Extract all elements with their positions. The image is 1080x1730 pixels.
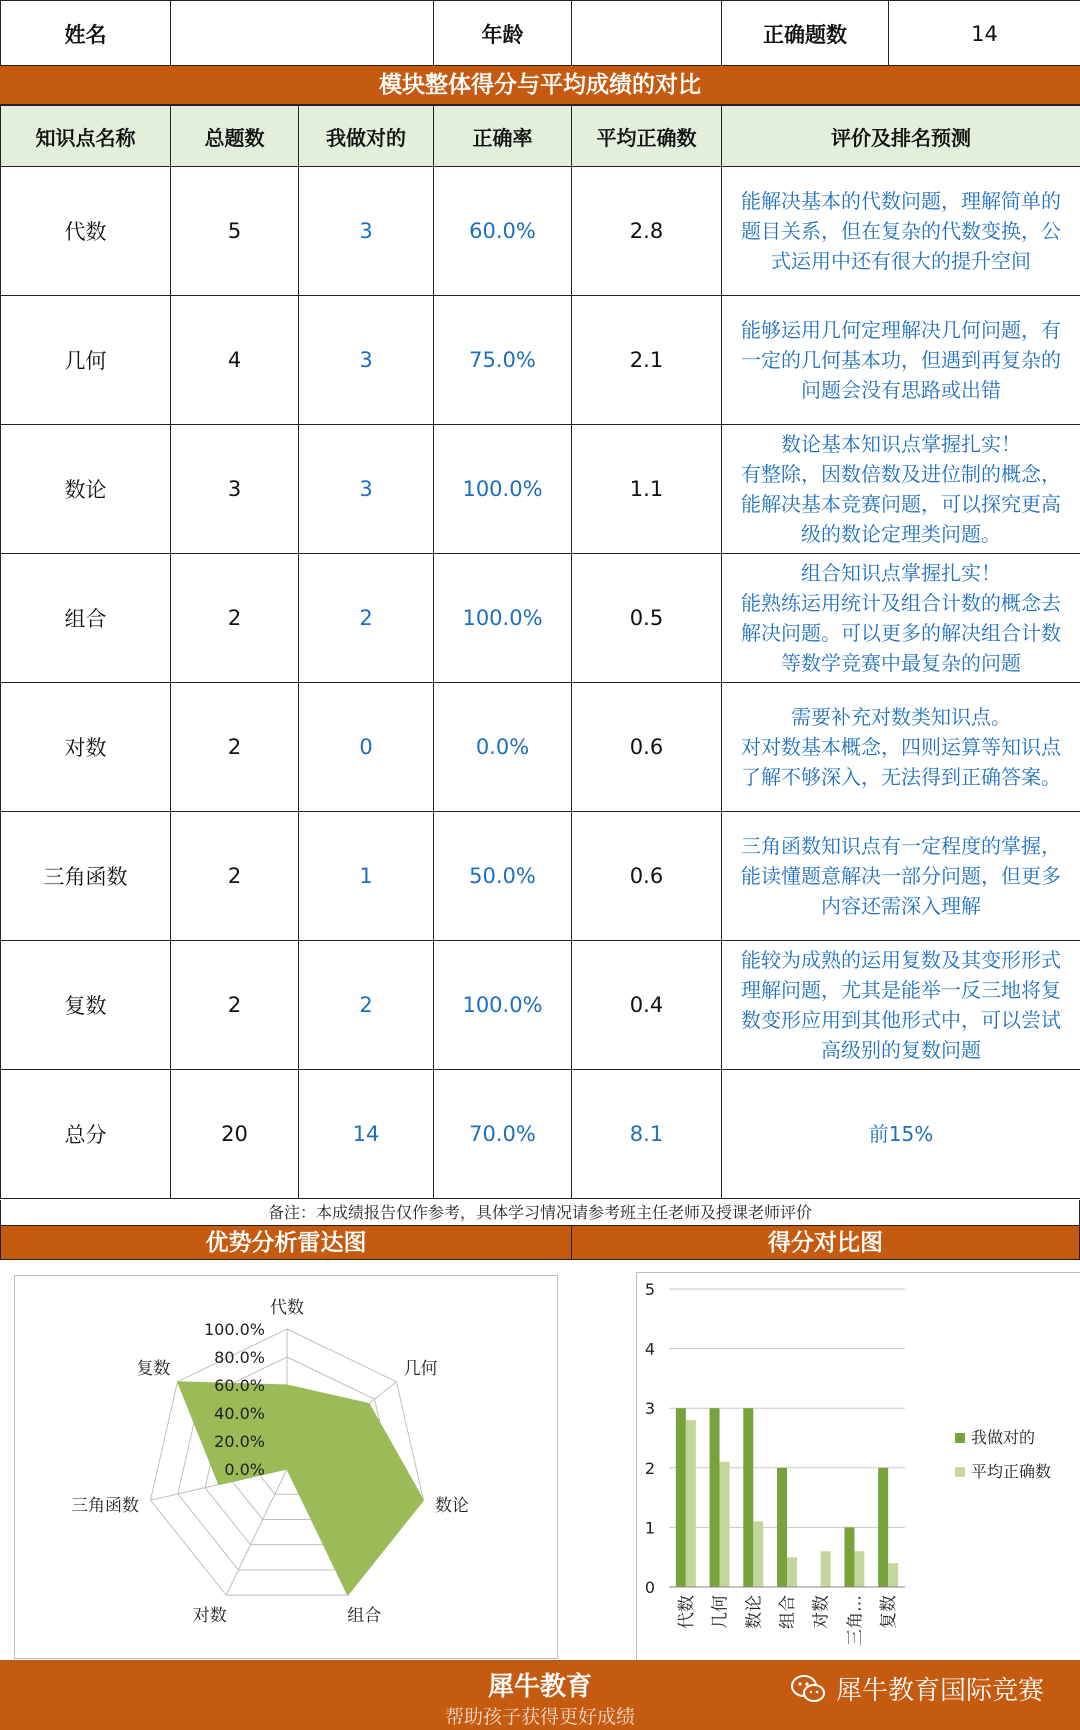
cell-eval: 数论基本知识点掌握扎实！ 有整除，因数倍数及进位制的概念，能解决基本竞赛问题，可以探究更高级的数论定理类问题。: [722, 425, 1080, 554]
bar-0-5: [844, 1527, 854, 1587]
table-row: [1, 683, 1080, 812]
radar-tick-label: 60.0%: [214, 1376, 265, 1395]
bar-x-tick-label: 几何: [710, 1595, 731, 1629]
cell-rate: 100.0%: [434, 941, 572, 1070]
header-mine: 我做对的: [299, 106, 434, 167]
student-info-row: [1, 1, 1080, 67]
bar-x-tick-label: 数论: [744, 1595, 765, 1629]
cell-total: 2: [171, 683, 299, 812]
cell-topic: 几何: [1, 296, 171, 425]
table-row: [1, 812, 1080, 941]
bar-1-0: [686, 1420, 696, 1587]
table-row: [1, 554, 1080, 683]
bar-1-1: [720, 1462, 730, 1587]
bar-x-tick-label: 组合: [778, 1595, 798, 1629]
table-row: [1, 296, 1080, 425]
bar-y-tick-label: 4: [644, 1339, 655, 1359]
age-label: 年龄: [434, 1, 572, 67]
bar-0-6: [878, 1468, 888, 1587]
cell-rate: 60.0%: [434, 167, 572, 296]
bar-x-tick-label: 复数: [879, 1595, 900, 1629]
legend-swatch: [955, 1467, 965, 1477]
cell-eval: 需要补充对数类知识点。 对对数基本概念，四则运算等知识点了解不够深入，无法得到正确答案。: [722, 683, 1080, 812]
radar-spoke: [226, 1469, 287, 1595]
cell-topic: 三角函数: [1, 812, 171, 941]
cell-avg: 0.6: [572, 812, 722, 941]
cell-total: 2: [171, 941, 299, 1070]
header-avg: 平均正确数: [572, 106, 722, 167]
cell-avg: 1.1: [572, 425, 722, 554]
legend-label: 我做对的: [971, 1428, 1036, 1447]
cell-avg: 8.1: [572, 1070, 722, 1199]
cell-rate: 100.0%: [434, 425, 572, 554]
radar-axis-label: 代数: [270, 1298, 304, 1318]
cell-avg: 0.6: [572, 683, 722, 812]
radar-axis-label: 几何: [403, 1358, 438, 1379]
header-total: 总题数: [171, 106, 299, 167]
radar-axis-label: 组合: [347, 1605, 382, 1626]
radar-tick-label: 0.0%: [224, 1460, 265, 1479]
report-note: 备注：本成绩报告仅作参考，具体学习情况请参考班主任老师及授课老师评价: [0, 1200, 1080, 1225]
table-row: [1, 425, 1080, 554]
cell-total: 2: [171, 812, 299, 941]
cell-eval: 前15%: [722, 1070, 1080, 1199]
legend-swatch: [955, 1433, 965, 1443]
section-title: 模块整体得分与平均成绩的对比: [0, 65, 1080, 105]
cell-total: 3: [171, 425, 299, 554]
bar-0-2: [743, 1408, 753, 1587]
header-topic: 知识点名称: [1, 106, 171, 167]
correct-count-value: 14: [889, 1, 1080, 67]
cell-topic: 复数: [1, 941, 171, 1070]
bar-1-2: [753, 1521, 763, 1587]
header-eval: 评价及排名预测: [722, 106, 1080, 167]
cell-mine: 3: [299, 167, 434, 296]
bar-y-tick-label: 1: [644, 1518, 655, 1538]
wechat-icon: [790, 1674, 826, 1704]
radar-axis-label: 数论: [434, 1496, 469, 1517]
bar-0-1: [710, 1408, 720, 1587]
footer: [0, 1660, 1080, 1730]
cell-eval: 三角函数知识点有一定程度的掌握，能读懂题意解决一部分问题，但更多内容还需深入理解: [722, 812, 1080, 941]
footer-slogan: 帮助孩子获得更好成绩: [444, 1706, 635, 1728]
cell-topic: 数论: [1, 425, 171, 554]
cell-mine: 2: [299, 941, 434, 1070]
name-value: [171, 1, 434, 67]
bar-0-0: [676, 1408, 686, 1587]
cell-avg: 0.4: [572, 941, 722, 1070]
bar-y-tick-label: 3: [644, 1399, 655, 1419]
bar-x-tick-label: 三角…: [845, 1595, 866, 1646]
cell-topic: 组合: [1, 554, 171, 683]
age-value: [572, 1, 722, 67]
cell-eval: 组合知识点掌握扎实！ 能熟练运用统计及组合计数的概念去解决问题。可以更多的解决组合计数等数学竞赛中最复杂的问题: [722, 554, 1080, 683]
bar-1-4: [821, 1551, 831, 1587]
table-total-row: [1, 1070, 1080, 1199]
cell-topic: 代数: [1, 167, 171, 296]
cell-rate: 0.0%: [434, 683, 572, 812]
cell-rate: 75.0%: [434, 296, 572, 425]
cell-rate: 70.0%: [434, 1070, 572, 1199]
cell-mine: 1: [299, 812, 434, 941]
bar-x-tick-label: 代数: [676, 1595, 697, 1629]
bar-x-tick-label: 对数: [811, 1595, 832, 1629]
radar-tick-label: 40.0%: [214, 1404, 265, 1423]
cell-topic: 总分: [1, 1070, 171, 1199]
bar-chart: [637, 1273, 1080, 1661]
cell-mine: 3: [299, 296, 434, 425]
radar-tick-label: 80.0%: [214, 1348, 265, 1367]
cell-mine: 3: [299, 425, 434, 554]
bar-1-5: [854, 1551, 864, 1587]
bar-1-3: [787, 1557, 797, 1587]
radar-tick-label: 20.0%: [214, 1432, 265, 1451]
radar-tick-label: 100.0%: [203, 1320, 265, 1339]
cell-avg: 0.5: [572, 554, 722, 683]
header-rate: 正确率: [434, 106, 572, 167]
name-label: 姓名: [1, 1, 171, 67]
cell-total: 4: [171, 296, 299, 425]
wechat-account-name: 犀牛教育国际竞赛: [835, 1676, 1044, 1706]
bar-chart-panel: [636, 1272, 1080, 1662]
bar-chart-title: 得分对比图: [571, 1225, 1080, 1260]
correct-count-label: 正确题数: [722, 1, 889, 67]
cell-eval: 能够运用几何定理解决几何问题，有一定的几何基本功，但遇到再复杂的问题会没有思路或出错: [722, 296, 1080, 425]
cell-total: 20: [171, 1070, 299, 1199]
bar-1-6: [888, 1563, 898, 1587]
cell-total: 2: [171, 554, 299, 683]
radar-axis-label: 三角函数: [71, 1496, 140, 1517]
cell-eval: 能较为成熟的运用复数及其变形形式理解问题，尤其是能举一反三地将复数变形应用到其他形式中，可以尝试高级别的复数问题: [722, 941, 1080, 1070]
footer-brand: 犀牛教育: [487, 1672, 592, 1702]
cell-total: 5: [171, 167, 299, 296]
wechat-account: [790, 1670, 1044, 1707]
cell-rate: 100.0%: [434, 554, 572, 683]
cell-mine: 14: [299, 1070, 434, 1199]
table-row: [1, 167, 1080, 296]
radar-chart-panel: [14, 1275, 558, 1659]
cell-eval: 能解决基本的代数问题，理解简单的题目关系，但在复杂的代数变换，公式运用中还有很大的提升空间: [722, 167, 1080, 296]
cell-mine: 2: [299, 554, 434, 683]
cell-avg: 2.1: [572, 296, 722, 425]
bar-y-tick-label: 5: [644, 1280, 655, 1299]
bar-y-tick-label: 2: [644, 1458, 655, 1478]
legend-label: 平均正确数: [971, 1462, 1052, 1481]
student-info-table: [0, 0, 1080, 67]
radar-chart: [15, 1276, 557, 1658]
table-header-row: [1, 106, 1080, 167]
bar-0-3: [777, 1468, 787, 1587]
cell-mine: 0: [299, 683, 434, 812]
radar-chart-title: 优势分析雷达图: [0, 1225, 572, 1260]
radar-axis-label: 复数: [136, 1358, 171, 1379]
radar-axis-label: 对数: [192, 1605, 227, 1626]
score-table: [0, 105, 1080, 1199]
cell-avg: 2.8: [572, 167, 722, 296]
cell-topic: 对数: [1, 683, 171, 812]
cell-rate: 50.0%: [434, 812, 572, 941]
table-row: [1, 941, 1080, 1070]
bar-y-tick-label: 0: [644, 1578, 655, 1597]
